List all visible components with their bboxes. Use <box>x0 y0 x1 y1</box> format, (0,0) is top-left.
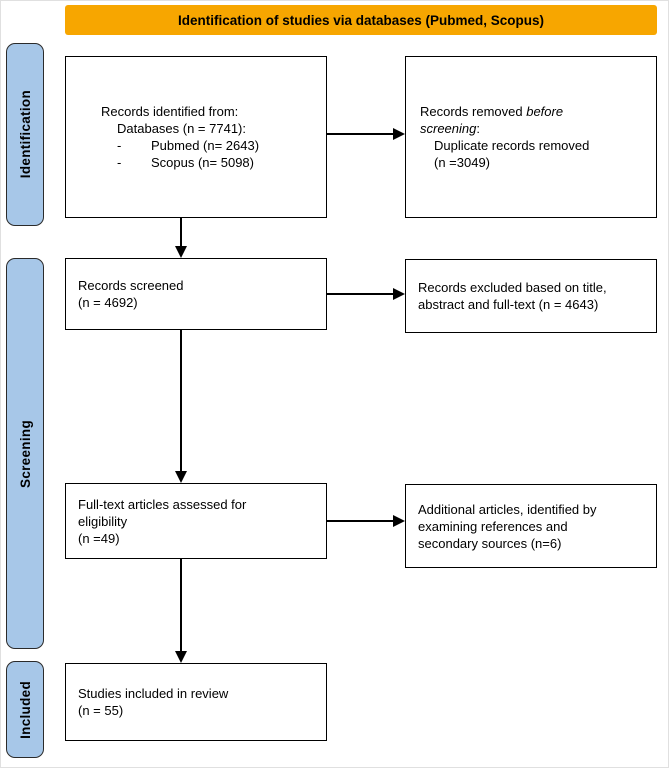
box-line: Databases (n = 7741): <box>117 121 246 136</box>
box-line: Records excluded based on title, <box>418 280 607 295</box>
box-fulltext-assessed <box>65 483 327 559</box>
box-line: (n =3049) <box>434 155 491 170</box>
arrow-identified-to-removed <box>327 128 405 140</box>
box-line: Duplicate records removed <box>434 138 590 153</box>
box-line <box>420 103 646 120</box>
text-segment-italic: before <box>526 104 564 119</box>
bullet-item <box>117 154 318 171</box>
arrow-fulltext-to-additional <box>327 515 405 527</box>
box-records-screened <box>65 258 327 330</box>
box-line: Records identified from: <box>101 104 239 119</box>
box-line: eligibility <box>78 513 128 529</box>
arrow-screened-to-fulltext <box>175 330 187 483</box>
banner-label: Identification of studies via databases (Pubmed, Scopus) <box>177 12 545 28</box>
box-records-excluded <box>405 259 657 333</box>
bullet-marker: - <box>117 155 122 170</box>
bullet-marker: - <box>117 138 122 153</box>
text-segment-italic: screening <box>420 121 477 136</box>
stage-label-screening <box>6 258 44 649</box>
arrow-screened-to-excluded <box>327 288 405 300</box>
stage-label-identification <box>6 43 44 226</box>
box-line: Records screened <box>78 278 184 293</box>
box-line: (n =49) <box>78 530 120 546</box>
box-line: secondary sources (n=6) <box>418 535 562 551</box>
bullet-text: Pubmed (n= 2643) <box>151 138 260 153</box>
box-studies-included <box>65 663 327 741</box>
stage-label-text: Screening <box>17 419 33 488</box>
box-line <box>420 120 646 137</box>
stage-label-text: Identification <box>17 90 33 179</box>
stage-label-included <box>6 661 44 758</box>
box-line: Full-text articles assessed for <box>78 496 247 512</box>
bullet-item <box>117 137 318 154</box>
text-segment: Records removed <box>420 104 527 119</box>
box-line: (n = 4692) <box>78 295 138 310</box>
box-line: (n = 55) <box>78 703 124 718</box>
arrow-fulltext-to-included <box>175 559 187 663</box>
box-line: examining references and <box>418 518 568 534</box>
stage-label-text: Included <box>17 680 33 739</box>
arrow-identified-to-screened <box>175 218 187 258</box>
box-additional-articles <box>405 484 657 568</box>
box-line: Additional articles, identified by <box>418 501 597 517</box>
box-records-removed <box>405 56 657 218</box>
box-records-identified <box>65 56 327 218</box>
text-segment: : <box>476 121 480 136</box>
banner <box>65 5 657 35</box>
bullet-text: Scopus (n= 5098) <box>151 155 254 170</box>
box-line: abstract and full-text (n = 4643) <box>418 297 599 312</box>
box-line: Studies included in review <box>78 686 229 701</box>
